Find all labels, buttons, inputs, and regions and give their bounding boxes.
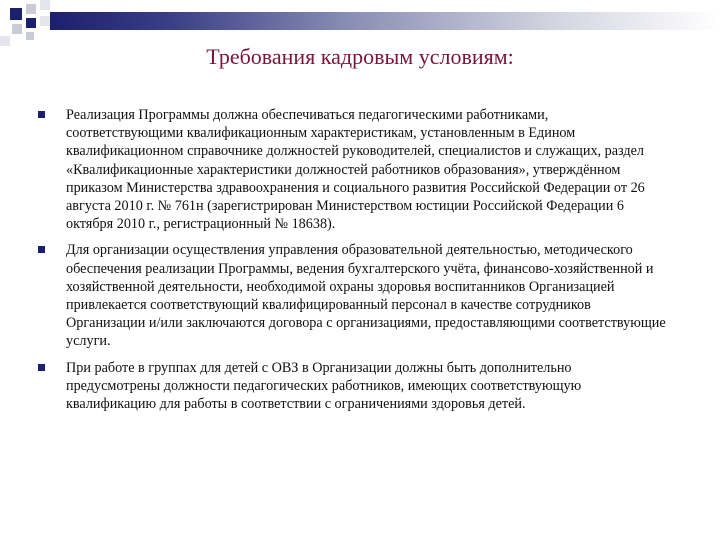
square-bullet-icon [38, 246, 45, 253]
decor-square-icon [26, 32, 34, 40]
decor-square-icon [40, 0, 50, 10]
list-item [36, 241, 666, 350]
bullet-text: Реализация Программы должна обеспечиваться педагогическими работниками, соответствующими квалификационным характеристикам, установленным в Едином квалификационном справочнике должностей руководителей, специалистов и служащих, раздел «Квалификационные характеристики должностей работников образования», утверждённом приказом Министерства здравоохранения и социального развития Российской Федерации от 26 августа 2010 г. № 761н (зарегистрирован Министерством юстиции Российской Федерации 6 октября 2010 г., регистрационный № 18638). [66, 107, 645, 233]
decor-square-icon [12, 24, 22, 34]
decor-square-icon [26, 18, 36, 28]
list-item [36, 106, 666, 233]
square-bullet-icon [38, 364, 45, 371]
decor-square-icon [10, 8, 22, 20]
decor-square-icon [40, 16, 50, 26]
decor-square-icon [26, 4, 36, 14]
bullet-text: Для организации осуществления управления образовательной деятельностью, методического обеспечения реализации Программы, ведения бухгалтерского учёта, финансово-хозяйственной и хозяйственной деятельности, необходимой охраны здоровья воспитанников Организацией привлекается соответствующий квалифицированный персонал в качестве сотрудников Организации и/или заключаются договора с организациями, предоставляющими соответствующие услуги. [66, 242, 666, 350]
list-item [36, 359, 666, 414]
bullet-text: При работе в группах для детей с ОВЗ в Организации должны быть дополнительно предусмотрены должности педагогических работников, имеющих соответствующую квалификацию для работы в соответствии с ограничениями здоровья детей. [66, 359, 582, 413]
header-gradient-bar [50, 12, 720, 30]
slide-title: Требования кадровым условиям: [206, 44, 514, 69]
square-bullet-icon [38, 111, 45, 118]
bullet-list [36, 106, 666, 421]
